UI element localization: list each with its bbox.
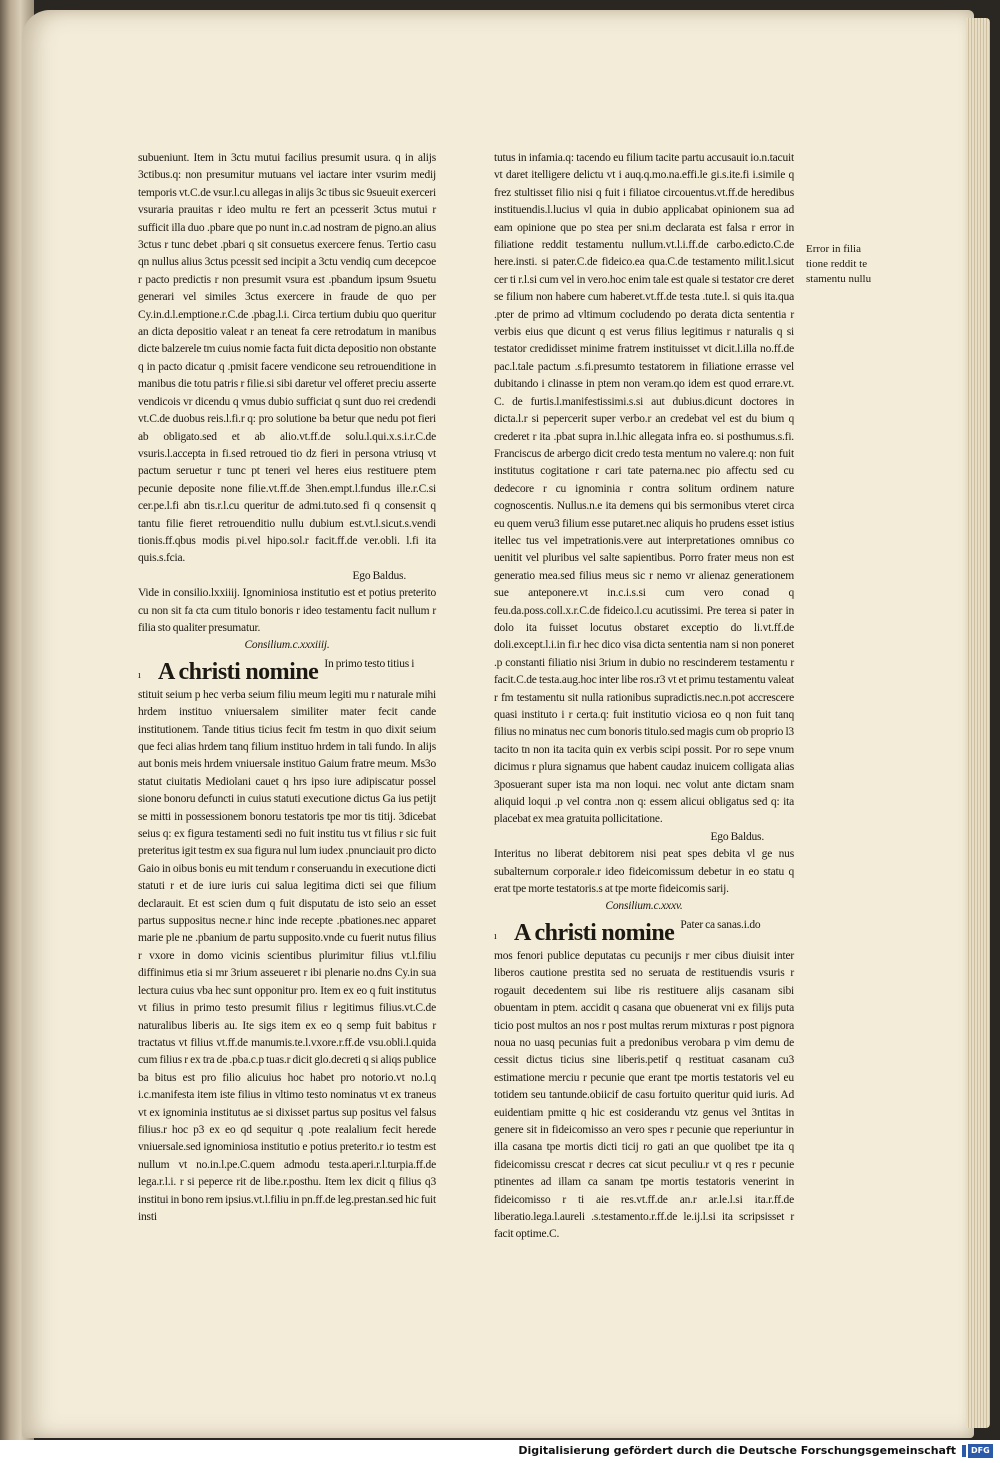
signature: Ego Baldus. xyxy=(352,569,406,582)
paragraph: Interitus no liberat debitorem nisi peat spes debita vl ge nus subalternum corporale.r ideo fideicomissum debetur in eo statu q erat tpe morte testatoris.s at tpe morte fideicomis sarij. xyxy=(494,848,794,896)
paragraph: stituit seium p hec verba seium filiu meum legiti mu r naturale mihi hrdem instituo vniuersalem similiter mater fecit cande institutionem. Tande titius ticius fecit fm testm in quo dixit seium que feci alias hrdem tanq filium instituo hrdem in tali fundo. In alijs aut bonis meis hrdem vniuersale instituo Gaium fratre meum. Ms3o statut ciuitatis Mediolani cauet q hrs ipso iure adipiscatur possel sione bonoru defuncti in cuius statuti executione dictus Ga ius petijt se mitti in possessionem bonoru testatoris tpe mor tis titij. 3dicebat seius q: ex figura testamenti sedi no fuit institu tus vt filius r sic fuit preteritus igit testm ex sua figura nul lum iudex .pnunciauit pro dicto Gaio in oibus bonis eu mit tendum r conseruandu in executione dicti statuti r et de iure iuris cui salua legitima dicti sei que filium declarauit. Et est scien dum q fuit disputatu de isto seio an esset partus suppositus necne.r hinc inde recepte .pbationes.nec apparet marie ple ne .pbanium de partu supposito.vnde cu fuerit nutus filius r vxore in domo vicinis scientibus plurimitur filius vt.l.filiu diffinimus etia si mr 3rium asseueret r ibi plenarie no.dns Cy.in sua lectura cuius vba hec sunt opponitur pro. Item ex eo q fuit institutus vt filius in primo testo presumit filius r legitimus filius.vt.C.de naturalibus liberis au. Ite sigs item ex eo q semp fuit babitus r tractatus vt filius vt.ff.de manumis.te.l.vxore.r.ff.de vsu.obli.l.quida cum filius r ex tra de .pba.c.p tuas.r dicit glo.decreti q si aliqs publice ba bitus est pro filio alicuius hoc habet pro notorio.vt no.l.q i.c.manifesta item iste filius in vltimo testo nominatus vt ex traneus vt ex ignominia institutus ae si dixisset partus sup positus vel falsus filius.r hoc p3 ex eo qd sequitur q .pote realalium fecit herede vniuersale.sed ignominiosa institutio e potius preterito.r io testm est nullum vt no.in.l.pe.C.quem admodu testa.aperi.r.l.turpia.ff.de lega.r.l.i. r si peperce rit de libe.r.posthu. Item lex dicit q filius q3 institui in bono rem ipsius.vt.l.filiu in pn.ff.de leg.prestan.sed hic fuit insti xyxy=(138,688,436,1223)
dfg-logo xyxy=(962,1444,994,1458)
signature: Ego Baldus. xyxy=(710,830,764,843)
heading-start-text: Pater ca sanas.i.do xyxy=(680,918,761,931)
right-text-column xyxy=(494,150,794,1244)
dfg-logo-mark-icon xyxy=(962,1445,966,1457)
paragraph: Vide in consilio.lxxiiij. Ignominiosa institutio est et potius preterito cu non sit fa cta cum titulo bonoris r ideo testamentu facit nullum r filia sto qualiter presumatur. xyxy=(138,587,436,634)
consilium-number: Consilium.c.xxxiiij. xyxy=(244,639,330,652)
paragraph-mark: ı xyxy=(494,930,497,942)
margin-note: Error in filia tione reddit te stamentu nullu xyxy=(806,243,872,285)
paragraph: subueniunt. Item in 3ctu mutui facilius presumit usura. q in alijs 3ctibus.q: non presumitur mutuans vel iactare inter vsurim medij temporis vt.C.de vsur.l.cu allegas in alijs 3c tibus sic 9sueuit exerceri vsuraria prauitas r ideo multu re fert an pcesserit 3ctus mutui r sufficit illa duo .pbare que po nunt in.c.ad nostram de pigno.an alius 3ctus r tunc debet .pbari q sit consuetus exercere fenus. Tertio casu qn nullus alius 3ctus pcessit sed incipit a 3ctu vendiq cum decepcoe r pacto predictis r non presumit vsura est .pbandum ipsum 9suetu generari vel similes 3ctus exercere in fraude de quo per Cy.in.d.l.emptione.r.C.de .pbag.l.i. Circa tertium dubiu quo queritur an dicta depositio valeat r an teneat fa cere retrodatum in manibus dicte balzerele tm cuius nomie facta fuit dicta depositio non obstante q in pacto dicatur q .pmisit facere vendicone seu retrouenditione in manibus die totu patris r filie.si sibi daretur vel offeret preciu asserte vendicois vr dicendu q vmus dubio sufficiat q sunt duo rei credendi vt.C.de duobus reis.l.fi.r q: pro solutione ba betur que nedu pot fieri ab obligato.sed et ab alio.vt.ff.de solu.l.qui.x.s.i.r.C.de vsuris.l.accepta in fi.sed retroued tio dz fieri in persona vtriusq vt pactum seruetur r tunc pt teneri vel heres eius restituere ptem pecunie deposite none filie.vt.ff.de 3hen.empt.l.fundus ille.r.C.si cer.pe.l.fi abn tis.r.l.cu queritur de admi.tuto.sed fi q consensit q tantu filie fieret retrouenditio nullu dubium est.vt.l.sicut.s.vendi tionis.ff.qbus modis pi.vel hipo.sol.r facit.ff.de ver.obli. l.fi ita quis.s.fcia. xyxy=(138,152,436,565)
paragraph: tutus in infamia.q: tacendo eu filium tacite partu accusauit io.n.tacuit vt daret itelligere delictu vt i auq.q.mo.na.effi.le gi.s.ite.fi i.simile q frez stultisset filio nisi q fuit i filiatoe circouentus.vt.ff.de heredibus instituendis.l.lucius vl quia in dubio applicabat opinionem sua ad eam opinione que po stea per sni.m declarata est falsa r error in filiatione reddit testamentu nullum.vt.l.i.ff.de carbo.edicto.C.de here.insti. si pater.C.de fideico.ea qua.C.de testamento milit.l.sicut cer ti r.l.si cum vel in vero.hoc enim tale est quale si testator cre deret se filium non habere cum haberet.vt.ff.de testa .tute.l. si quis ita.qua .pter de primo ad vltimum cocludendo po derata dicta sententia r verbis eius que dicunt q est verus filius legitimus r naturalis q si testator credidisset minime fratrem instituisset vt dicit.l.illa no.ff.de pac.l.tale pactum .s.fi.presumto testatorem in filiatione errasse vel dubitando i clinasse in ptem non veram.qo idem est quod errare.vt. C. de furtis.l.manifestissimi.s.si aut dubius.dicunt doctores in dicta.l.r si pepercerit super verbo.r an credebat vel est du bium q crederet r ita .pbat supra in.l.hic allegata infra eo. si posthumus.s.fi. Franciscus de arbergo dicit credo testa mentum no valere.q: non fuit institutus cogitatione r cari tate paterna.nec pio affectu sed cu dedecore r cu ignominia r contra solitum ordinem nature cognoscentis. Nullus.n.e ita demens qui bis sermonibus vteret circa eu quem veru3 filium esse putaret.nec aliquis ho prudens esset istius itellec tus vel impetrationis.vere aut interpretationes omnibus co uenitit vel pluribus vel salte sapientibus. Porro frater meus non est generatio mea.sed filius meus sic r nemo vr alienaz generationem sue anteponere.vt in.c.i.s.si cum vero conad q feu.da.poss.coll.x.r.C.de fideico.l.cu acutissimi. Pre terea si pater in dolo ita fuisset locutus obstaret exceptio do li.vt.ff.de doli.except.l.i.in fi.r hec dico visa dicta sententia nam si non poneret .p constanti filiatio nisi 3rium in dubio no rescinderem testamentu r facit.C.de testa.aug.hoc inter libe ros.r3 vt et primu testamentu valeat r fm testamentu sit nulla rationibus supradictis.nec.n.pot accrescere quasi instituto i r certa.q: fuit institutio viciosa eo q non fuit tanq filius no minatus nec cum bonoris titulo.sed magis cum ob proprio l3 tacito tn non ita tacita quin ex verbis scipi possit. Por ro sepe vnum dicimus r plura signamus que habent caudaz inuicem colligata alias 3posuerant super ista ma non loqui. nec volut ante dictam snam aliquid loqui .p vel contra .non q: essem alicui obligatus sed q: ita placebat ex mea gratuita pollicitatione. xyxy=(494,152,794,826)
left-text-column xyxy=(138,150,436,1226)
page-stack-edge xyxy=(966,18,990,1428)
heading-title: A christi nomine xyxy=(514,919,675,946)
paragraph: mos fenori publice deputatas cu pecunijs r mer cibus diuisit inter liberos cautione prestita sed no seruata de restituendis vsuris r rogauit decedentem sui libe ris restituere alijs casanam sibi obuentam in ptem. accidit q casana que obuenerat vni ex filijs puta ticio post multos an nos r post multas rerum mixturas r post pignora noua no uasq pecunias fuit a predonibus verobara p vim demu de cessit dictus ticius sine liberis.petif q restituat casanam cu3 estimatione merciu r pecunie que erant tpe mortis testatoris vel eu totidem seu tantunde.obiicif de casu fortuito queritur quid iuris. Ad euidentiam pmitte q hic est cosiderandu vtz genus vel 3ntitas in genere sit in fideicomisso an vero spes r pecunie que reperiuntur in illa casana tpe mortis dicti ticij ro gati an que quolibet tpe ita q fideicomissu crescat r decres cat sicut peculiu.r vt q res r pecunie ptinentes ad illam ca sanam tpe mortis testatoris venerint in fideicomisso r ti aie res.vt.ff.de an.r ar.le.l.si ita.r.ff.de liberatio.lega.l.aureli .s.testamento.r.ff.de le.ij.l.si ita scripsisset r facit optime.C. xyxy=(494,949,794,1241)
funding-credit: Digitalisierung gefördert durch die Deutsche Forschungsgemeinschaft xyxy=(518,1444,956,1457)
paragraph-mark: ı xyxy=(138,669,141,681)
section-heading xyxy=(494,918,794,948)
heading-start-text: In primo testo titius i xyxy=(324,657,415,670)
footer-bar xyxy=(0,1440,1000,1463)
dfg-logo-text: DFG xyxy=(968,1444,993,1458)
heading-title: A christi nomine xyxy=(158,658,319,685)
section-heading xyxy=(138,657,436,687)
consilium-number: Consilium.c.xxxv. xyxy=(605,900,683,913)
